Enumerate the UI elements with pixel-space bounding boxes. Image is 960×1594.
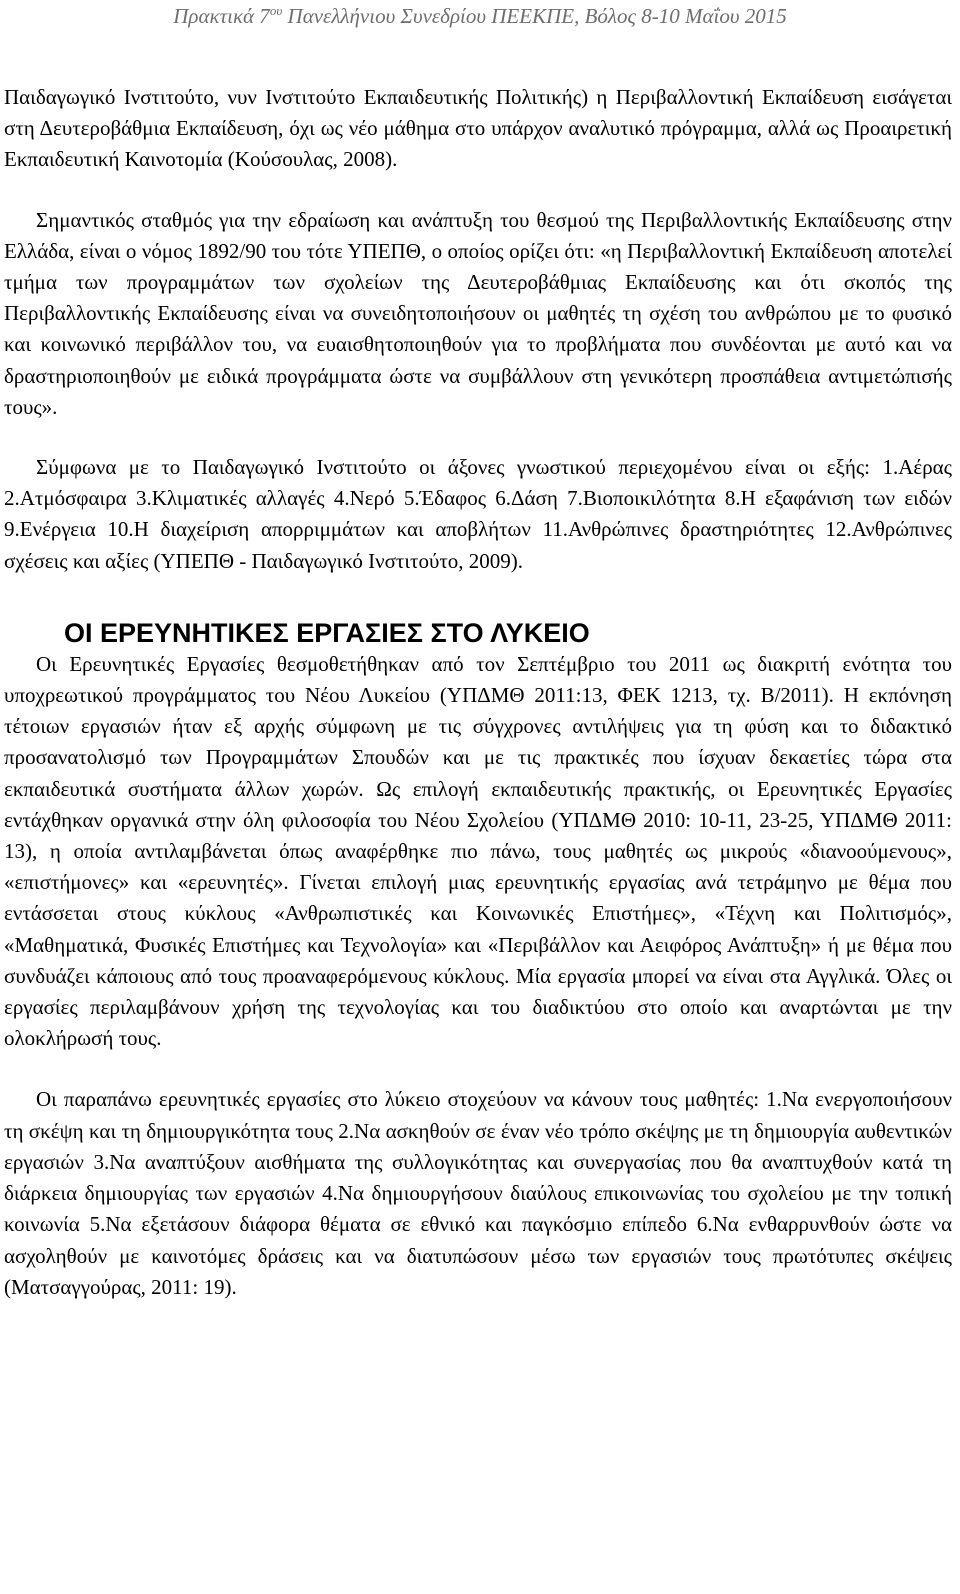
document-body xyxy=(4,82,952,1303)
paragraph-law-1892: Σημαντικός σταθμός για την εδραίωση και ανάπτυξη του θεσμού της Περιβαλλοντικής Εκπαίδευσης στην Ελλάδα, είναι ο νόμος 1892/90 του τότε ΥΠΕΠΘ, ο οποίος ορίζει ότι: «η Περιβαλλοντική Εκπαίδευση αποτελεί τμήμα των προγραμμάτων των σχολείων της Δευτεροβάθμιας Εκπαίδευσης και ότι σκοπός της Περιβαλλοντικής Εκπαίδευσης είναι να συνειδητοποιήσουν οι μαθητές τη σχέση του ανθρώπου με το φυσικό και κοινωνικό περιβάλλον του, να ευαισθητοποιηθούν για το προβλήματα που συνδέονται με αυτό και να δραστηριοποιηθούν με ειδικά προγράμματα ώστε να συμβάλλουν στη γενικότερη προσπάθεια αντιμετώπισής τους». xyxy=(4,207,952,419)
header-prefix: Πρακτικά 7 xyxy=(173,4,270,28)
paragraph-research-goals: Οι παραπάνω ερευνητικές εργασίες στο λύκειο στοχεύουν να κάνουν τους μαθητές: 1.Να ενεργοποιήσουν τη σκέψη και τη δημιουργικότητα τους 2.Να ασκηθούν σε έναν νέο τρόπο σκέψης με τη δημιουργία αυθεντικών εργασιών 3.Να αναπτύξουν αισθήματα της συλλογικότητας και συνεργασίας που θα αναπτυχθούν κατά τη διάρκεια δημιουργίας των εργασιών 4.Να δημιουργήσουν διαύλους επικοινωνίας του σχολείου με την τοπική κοινωνία 5.Να εξετάσουν διάφορα θέματα σε εθνικό και παγκόσμιο επίπεδο 6.Να ενθαρρυνθούν ώστε να ασχοληθούν με καινοτόμες δράσεις και να διατυπώσουν μέσω των εργασιών τους πρωτότυπες σκέψεις (Ματσαγγούρας, 2011: 19). xyxy=(4,1087,952,1299)
paragraph-research-projects: Οι Ερευνητικές Εργασίες θεσμοθετήθηκαν από τον Σεπτέμβριο του 2011 ως διακριτή ενότητα του υποχρεωτικού προγράμματος του Νέου Λυκείου (ΥΠΔΜΘ 2011:13, ΦΕΚ 1213, τχ. Β/2011). Η εκπόνηση τέτοιων εργασιών ήταν εξ αρχής σύμφωνη με τις σύγχρονες αντιλήψεις για τη φύση και το διδακτικό προσανατολισμό των Προγραμμάτων Σπουδών και με τις πρακτικές που ίσχυαν δεκαετίες τώρα στα εκπαιδευτικά συστήματα άλλων χωρών. Ως επιλογή εκπαιδευτικής πρακτικής, οι Ερευνητικές Εργασίες εντάχθηκαν οργανικά στην όλη φιλοσοφία του Νέου Σχολείου (ΥΠΔΜΘ 2010: 10-11, 23-25, ΥΠΔΜΘ 2011: 13), η οποία αντιλαμβάνεται όπως αναφέρθηκε πιο πάνω, τους μαθητές ως μικρούς «διανοούμενους», «επιστήμονες» και «ερευνητές». Γίνεται επιλογή μιας ερευνητικής εργασίας ανά τετράμηνο με θέμα που εντάσσεται στους κύκλους «Ανθρωπιστικές και Κοινωνικές Επιστήμες», «Τέχνη και Πολιτισμός», «Μαθηματικά, Φυσικές Επιστήμες και Τεχνολογία» και «Περιβάλλον και Αειφόρος Ανάπτυξη» ή με θέμα που συνδυάζει κάποιους από τους προαναφερόμενους κύκλους. Μία εργασία μπορεί να είναι στα Αγγλικά. Όλες οι εργασίες περιλαμβάνουν χρήση της τεχνολογίας και του διαδικτύου στο οποίο και αναρτώνται με την ολοκλήρωσή τους. xyxy=(4,651,952,1051)
section-heading: ΟΙ ΕΡΕΥΝΗΤΙΚΕΣ ΕΡΓΑΣΙΕΣ ΣΤΟ ΛΥΚΕΙΟ xyxy=(64,617,590,648)
header-ordinal-superscript: ου xyxy=(269,3,283,18)
header-suffix: Πανελλήνιου Συνεδρίου ΠΕΕΚΠΕ, Βόλος 8-10 Μαΐου 2015 xyxy=(282,4,787,28)
paragraph-continuation: Παιδαγωγικό Ινστιτούτο, νυν Ινστιτούτο Εκπαιδευτικής Πολιτικής) η Περιβαλλοντική Εκπαίδευση εισάγεται στη Δευτεροβάθμια Εκπαίδευση, όχι ως νέο μάθημα στο υπάρχον αναλυτικό πρόγραμμα, αλλά ως Προαιρετική Εκπαιδευτική Καινοτομία (Κούσουλας, 2008). xyxy=(4,85,952,172)
running-header xyxy=(0,2,960,30)
paragraph-knowledge-axes: Σύμφωνα με το Παιδαγωγικό Ινστιτούτο οι άξονες γνωστικού περιεχομένου είναι οι εξής: 1.Αέρας 2.Ατμόσφαιρα 3.Κλιματικές αλλαγές 4.Νερό 5.Έδαφος 6.Δάση 7.Βιοποικιλότητα 8.Η εξαφάνιση των ειδών 9.Ενέργεια 10.Η διαχείριση απορριμμάτων και αποβλήτων 11.Ανθρώπινες δραστηριότητες 12.Ανθρώπινες σχέσεις και αξίες (ΥΠΕΠΘ - Παιδαγωγικό Ινστιτούτο, 2009). xyxy=(4,455,952,573)
